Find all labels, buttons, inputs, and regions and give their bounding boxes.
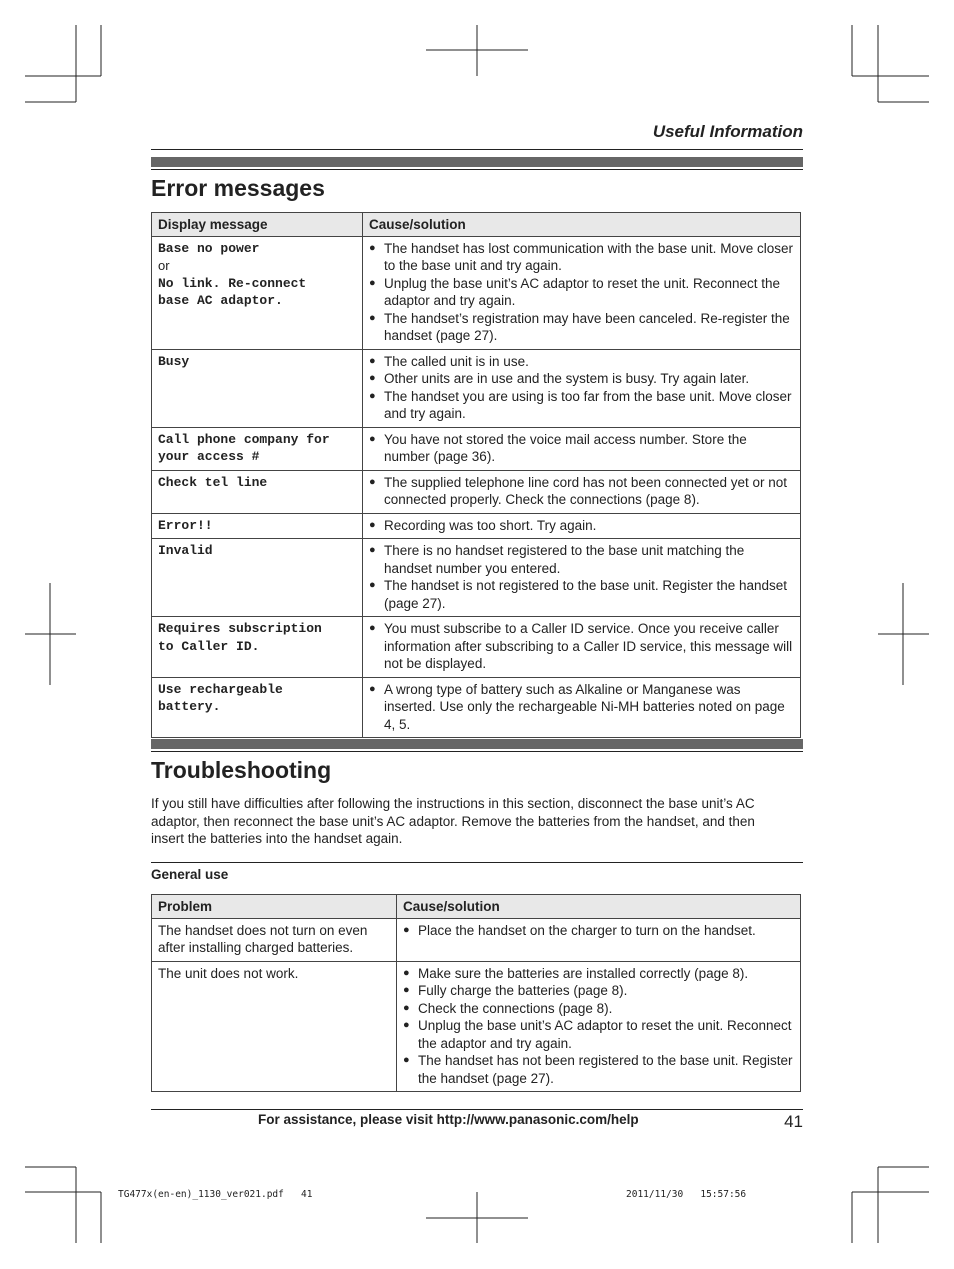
message-line: base AC adaptor. [158,293,283,308]
table-row [152,349,801,427]
assistance-link[interactable]: For assistance, please visit http://www.panasonic.com/help [258,1112,639,1127]
cause-list [369,431,794,466]
message-line: or [158,258,170,273]
column-header: Problem [152,895,397,919]
print-slug-datetime: 2011/11/30 15:57:56 [626,1189,747,1200]
header-rule [151,149,803,150]
display-message [152,470,363,513]
message-line: battery. [158,699,221,714]
cause-solution [363,236,801,349]
cause-item: ● You must subscribe to a Caller ID service. Once you receive caller information after subscribing to a Caller ID service, this message will not be displayed. [369,620,794,673]
cause-item: ● The handset you are using is too far from the base unit. Move closer and try again. [369,388,794,423]
cause-item: ● The handset is not registered to the base unit. Register the handset (page 27). [369,577,794,612]
troubleshooting-table [151,894,801,1092]
cause-list [369,517,794,535]
cause-list [369,353,794,423]
table-row [152,961,801,1092]
problem: The handset does not turn on even after installing charged batteries. [152,918,397,961]
display-message [152,349,363,427]
print-slug-file: TG477x(en-en)_1130_ver021.pdf 41 [118,1189,313,1200]
section-bar [151,739,803,749]
cause-solution [363,677,801,738]
cause-item: ● Check the connections (page 8). [403,1000,794,1018]
table-row [152,539,801,617]
display-message [152,427,363,470]
cause-solution [363,470,801,513]
cause-item: ● Fully charge the batteries (page 8). [403,982,794,1000]
problem: The unit does not work. [152,961,397,1092]
section-rule [151,169,803,170]
column-header: Cause/solution [363,213,801,237]
general-use-heading: General use [151,867,229,882]
cause-item: ● A wrong type of battery such as Alkaline or Manganese was inserted. Use only the rechargeable Ni-MH batteries noted on page 4, 5. [369,681,794,734]
cause-solution [363,349,801,427]
cause-item: ● There is no handset registered to the base unit matching the handset number you entered. [369,542,794,577]
cause-list [369,681,794,734]
cause-item: ● The handset has lost communication with the base unit. Move closer to the base unit and try again. [369,240,794,275]
display-message [152,236,363,349]
cause-item: ● Place the handset on the charger to turn on the handset. [403,922,794,940]
message-line: Requires subscription [158,621,322,636]
cause-list [369,542,794,612]
table-row [152,677,801,738]
table-row [152,617,801,678]
cause-item: ● Recording was too short. Try again. [369,517,794,535]
display-message [152,539,363,617]
cause-list [369,620,794,673]
cause-item: ● The called unit is in use. [369,353,794,371]
cause-item: ● Other units are in use and the system is busy. Try again later. [369,370,794,388]
table-row [152,236,801,349]
message-line: to Caller ID. [158,638,260,654]
message-line: your access # [158,449,260,464]
subsection-rule [151,862,803,863]
table-row [152,470,801,513]
cause-list [403,922,794,940]
troubleshooting-intro: If you still have difficulties after following the instructions in this section, disconnect the base unit’s AC adaptor, then reconnect the base unit’s AC adaptor. Remove the batteries from the handset, and then insert the batteries into the handset again. [151,796,755,846]
cause-solution [363,539,801,617]
message-line: Busy [158,353,190,369]
table-row [152,427,801,470]
message-line: Use rechargeable [158,681,283,697]
cause-list [369,240,794,345]
cause-item: ● Make sure the batteries are installed correctly (page 8). [403,965,794,983]
cause-item: ● The supplied telephone line cord has not been connected yet or not connected properly. Check the connections (page 8). [369,474,794,509]
message-line: Error!! [158,517,213,533]
section-rule [151,751,803,752]
cause-solution [397,918,801,961]
cause-list [369,474,794,509]
display-message [152,617,363,678]
table-row [152,918,801,961]
column-header: Display message [152,213,363,237]
cause-item: ● The handset’s registration may have been canceled. Re-register the handset (page 27). [369,310,794,345]
cause-solution [363,513,801,539]
column-header: Cause/solution [397,895,801,919]
message-line: Check tel line [158,474,268,490]
cause-item: ● Unplug the base unit’s AC adaptor to reset the unit. Reconnect the adaptor and try again. [369,275,794,310]
page-number: 41 [784,1112,803,1131]
table-row [152,513,801,539]
cause-solution [363,427,801,470]
display-message [152,513,363,539]
cause-item: ● You have not stored the voice mail access number. Store the number (page 36). [369,431,794,466]
cause-item: ● The handset has not been registered to the base unit. Register the handset (page 27). [403,1052,794,1087]
cause-item: ● Unplug the base unit’s AC adaptor to reset the unit. Reconnect the adaptor and try again. [403,1017,794,1052]
message-line: Invalid [158,543,213,558]
section-bar [151,157,803,167]
cause-solution [363,617,801,678]
cause-solution [397,961,801,1092]
message-line: No link. Re-connect [158,275,307,291]
message-line: Base no power [158,240,260,256]
message-line: Call phone company for [158,431,330,447]
error-messages-title: Error messages [151,175,325,201]
footer-rule [151,1109,803,1110]
cause-list [403,965,794,1088]
error-messages-table [151,212,801,738]
display-message [152,677,363,738]
section-header: Useful Information [652,122,803,141]
troubleshooting-title: Troubleshooting [151,757,332,783]
